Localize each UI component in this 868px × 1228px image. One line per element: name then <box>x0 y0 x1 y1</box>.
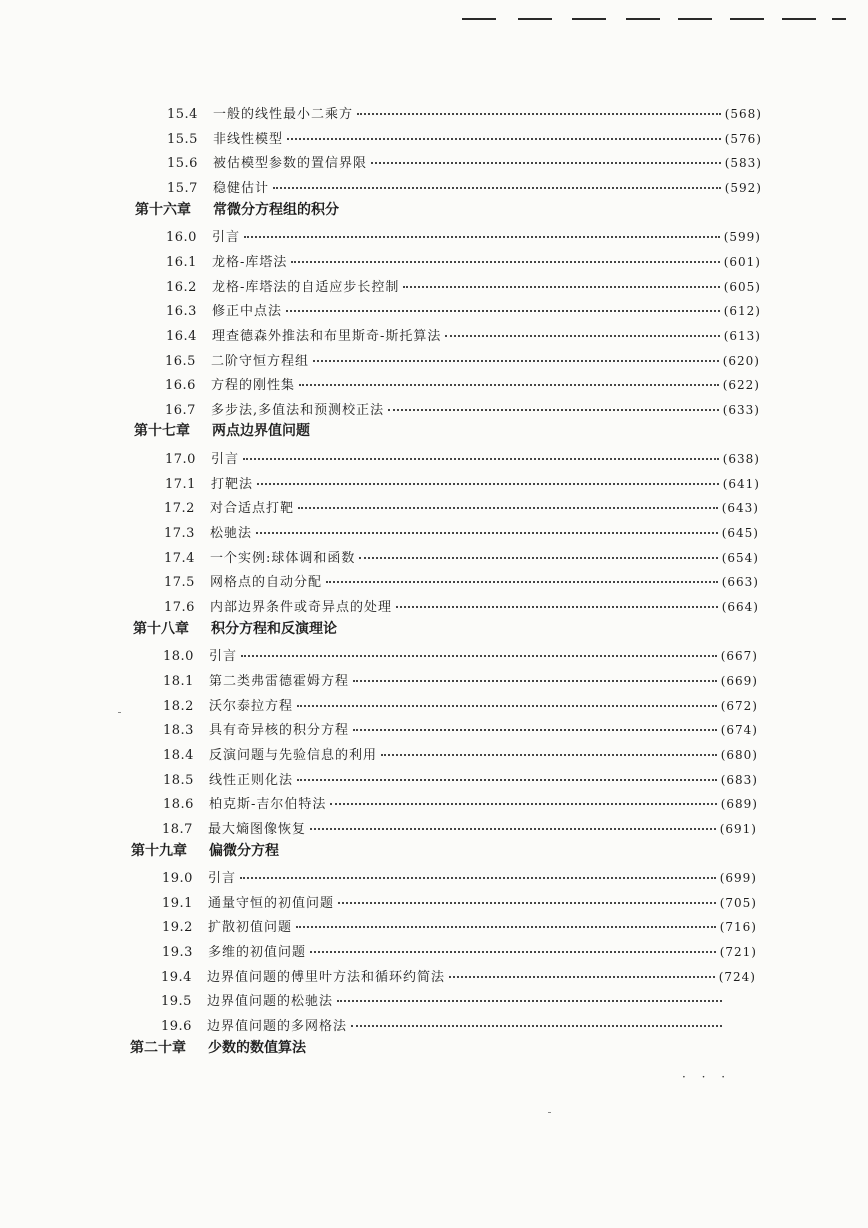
section-number: 15.5 <box>167 132 198 147</box>
page-number: (680) <box>720 748 758 762</box>
toc-entry[interactable] <box>167 127 762 145</box>
chapter-number: 第十六章 <box>135 202 191 218</box>
page-number: (691) <box>719 822 757 836</box>
dot-leader <box>297 765 717 781</box>
dot-leader <box>273 173 721 189</box>
toc-entry[interactable] <box>165 349 760 367</box>
section-title: 通量守恒的初值问题 <box>208 896 335 911</box>
section-title: 龙格-库塔法 <box>212 255 288 270</box>
page-number: (599) <box>723 230 761 244</box>
section-title: 打靶法 <box>211 477 254 492</box>
dot-leader <box>353 715 717 731</box>
toc-entry[interactable] <box>166 225 761 243</box>
chapter-title: 偏微分方程 <box>209 843 279 859</box>
dot-leader <box>337 986 722 1002</box>
dot-leader <box>330 789 716 805</box>
toc-entry[interactable] <box>162 891 757 909</box>
dot-leader <box>243 444 719 460</box>
page-number: (641) <box>722 477 760 491</box>
dot-leader <box>445 321 719 337</box>
toc-entry[interactable] <box>164 496 759 514</box>
section-title: 边界值问题的松驰法 <box>207 994 334 1009</box>
dot-leader <box>313 346 719 362</box>
page-number: (612) <box>723 304 761 318</box>
section-number: 15.7 <box>167 181 198 196</box>
page-number: (601) <box>723 255 761 269</box>
toc-entry[interactable] <box>163 669 758 687</box>
page-number: (568) <box>724 107 762 121</box>
section-title: 二阶守恒方程组 <box>211 354 310 369</box>
section-title: 引言 <box>209 649 238 664</box>
dot-leader <box>299 370 719 386</box>
header-dash <box>678 18 712 20</box>
dot-leader <box>326 567 718 583</box>
header-dash <box>518 18 552 20</box>
toc-entry[interactable] <box>164 521 759 539</box>
section-number: 19.4 <box>161 970 192 985</box>
section-title: 边界值问题的傅里叶方法和循环约简法 <box>207 970 446 985</box>
scan-speck <box>548 1112 551 1113</box>
dot-leader <box>351 1011 722 1027</box>
page-number: (592) <box>724 181 762 195</box>
chapter-heading <box>130 1039 306 1057</box>
page-number: (663) <box>721 575 759 589</box>
dot-leader <box>310 814 716 830</box>
dot-leader <box>240 863 716 879</box>
dot-leader <box>256 518 718 534</box>
toc-entry[interactable] <box>162 915 757 933</box>
dot-leader <box>286 296 720 312</box>
dot-leader <box>396 592 718 608</box>
section-title: 反演问题与先验信息的利用 <box>209 748 378 763</box>
section-number: 16.3 <box>166 304 197 319</box>
section-title: 第二类弗雷德霍姆方程 <box>209 674 350 689</box>
page-number: (705) <box>719 896 757 910</box>
toc-entry[interactable] <box>163 694 758 712</box>
page-number: (667) <box>720 649 758 663</box>
toc-entry[interactable] <box>166 299 761 317</box>
section-number: 19.6 <box>161 1019 192 1034</box>
dot-leader <box>353 666 717 682</box>
page-number: (633) <box>722 403 760 417</box>
page-number: (620) <box>722 354 760 368</box>
section-number: 16.1 <box>166 255 197 270</box>
section-title: 一个实例:球体调和函数 <box>210 551 356 566</box>
section-number: 18.5 <box>163 773 194 788</box>
section-number: 18.2 <box>163 699 194 714</box>
section-number: 16.0 <box>166 230 197 245</box>
page-number: (724) <box>718 970 756 984</box>
section-title: 柏克斯-吉尔伯特法 <box>209 797 327 812</box>
chapter-number: 第二十章 <box>130 1040 186 1056</box>
dot-leader <box>310 937 716 953</box>
chapter-title: 两点边界值问题 <box>212 423 310 439</box>
page-number: (674) <box>720 723 758 737</box>
dot-leader <box>359 543 717 559</box>
section-number: 18.1 <box>163 674 194 689</box>
page-number: (576) <box>724 132 762 146</box>
section-title: 最大熵图像恢复 <box>208 822 307 837</box>
section-number: 17.2 <box>164 501 195 516</box>
chapter-heading <box>131 842 279 860</box>
toc-entry[interactable] <box>161 1014 726 1032</box>
page-number: (721) <box>719 945 757 959</box>
header-dash <box>462 18 496 20</box>
section-title: 理查德森外推法和布里斯奇-斯托算法 <box>212 329 442 344</box>
section-title: 引言 <box>212 230 241 245</box>
page-number: (622) <box>722 378 760 392</box>
dot-leader <box>357 99 721 115</box>
chapter-title: 积分方程和反演理论 <box>211 621 337 637</box>
page-number: (669) <box>720 674 758 688</box>
section-number: 19.1 <box>162 896 193 911</box>
section-number: 16.5 <box>165 354 196 369</box>
chapter-heading <box>133 620 337 638</box>
section-title: 引言 <box>211 452 240 467</box>
section-title: 一般的线性最小二乘方 <box>213 107 354 122</box>
header-dash <box>572 18 606 20</box>
page-number: (699) <box>719 871 757 885</box>
section-title: 线性正则化法 <box>209 773 294 788</box>
section-number: 18.7 <box>162 822 193 837</box>
chapter-title: 常微分方程组的积分 <box>213 202 339 218</box>
dot-leader <box>244 222 720 238</box>
toc-entry[interactable] <box>165 398 760 416</box>
section-number: 17.5 <box>164 575 195 590</box>
page-number: (605) <box>723 280 761 294</box>
dot-leader <box>388 395 719 411</box>
toc-entry[interactable] <box>162 817 757 835</box>
dot-leader <box>298 493 718 509</box>
chapter-number: 第十七章 <box>134 423 190 439</box>
section-number: 17.0 <box>165 452 196 467</box>
section-title: 稳健估计 <box>213 181 270 196</box>
toc-entry[interactable] <box>165 447 760 465</box>
section-title: 边界值问题的多网格法 <box>207 1019 348 1034</box>
toc-entry[interactable] <box>161 965 756 983</box>
page-number: (716) <box>719 920 757 934</box>
toc-entry[interactable] <box>162 940 757 958</box>
toc-entry[interactable] <box>166 275 761 293</box>
toc-entry[interactable] <box>166 250 761 268</box>
scan-speck <box>118 712 121 713</box>
toc-entry[interactable] <box>163 718 758 736</box>
toc-entry[interactable] <box>163 743 758 761</box>
page-number: (664) <box>721 600 759 614</box>
section-number: 17.3 <box>164 526 195 541</box>
page-number: (689) <box>720 797 758 811</box>
chapter-heading <box>135 201 339 219</box>
section-number: 16.4 <box>166 329 197 344</box>
dot-leader <box>287 124 721 140</box>
page-number: (613) <box>723 329 761 343</box>
section-title: 松驰法 <box>210 526 253 541</box>
toc-entry[interactable] <box>167 176 762 194</box>
section-number: 16.7 <box>165 403 196 418</box>
section-title: 引言 <box>208 871 237 886</box>
section-title: 网格点的自动分配 <box>210 575 323 590</box>
toc-entry[interactable] <box>164 570 759 588</box>
section-number: 16.6 <box>165 378 196 393</box>
toc-entry[interactable] <box>166 324 761 342</box>
page-number: (683) <box>720 773 758 787</box>
page-footer-mark: · · · <box>682 1070 732 1084</box>
page-number: (583) <box>724 156 762 170</box>
section-title: 非线性模型 <box>213 132 284 147</box>
section-title: 多维的初值问题 <box>208 945 307 960</box>
section-number: 18.0 <box>163 649 194 664</box>
header-dash <box>782 18 816 20</box>
header-dash <box>832 18 846 20</box>
dot-leader <box>449 962 715 978</box>
toc-entry[interactable] <box>163 792 758 810</box>
section-number: 19.3 <box>162 945 193 960</box>
chapter-title: 少数的数值算法 <box>208 1040 306 1056</box>
section-number: 17.6 <box>164 600 195 615</box>
section-number: 15.6 <box>167 156 198 171</box>
section-number: 16.2 <box>166 280 197 295</box>
page-number: (645) <box>721 526 759 540</box>
toc-entry[interactable] <box>167 151 762 169</box>
section-title: 方程的刚性集 <box>211 378 296 393</box>
chapter-heading <box>134 422 310 440</box>
section-title: 内部边界条件或奇异点的处理 <box>210 600 393 615</box>
toc-entry[interactable] <box>163 768 758 786</box>
chapter-number: 第十八章 <box>133 621 189 637</box>
toc-entry[interactable] <box>161 989 726 1007</box>
toc-entry[interactable] <box>167 102 762 120</box>
section-number: 19.2 <box>162 920 193 935</box>
toc-entry[interactable] <box>165 472 760 490</box>
dot-leader <box>403 272 719 288</box>
header-dash <box>730 18 764 20</box>
page-number: (643) <box>721 501 759 515</box>
section-title: 修正中点法 <box>212 304 283 319</box>
toc-entry[interactable] <box>164 546 759 564</box>
toc-entry[interactable] <box>162 866 757 884</box>
section-title: 龙格-库塔法的自适应步长控制 <box>212 280 400 295</box>
header-rule <box>462 18 862 22</box>
section-number: 18.4 <box>163 748 194 763</box>
section-number: 18.6 <box>163 797 194 812</box>
section-number: 19.5 <box>161 994 192 1009</box>
header-dash <box>626 18 660 20</box>
section-title: 扩散初值问题 <box>208 920 293 935</box>
dot-leader <box>257 469 719 485</box>
dot-leader <box>297 691 717 707</box>
page-number: (654) <box>721 551 759 565</box>
toc-entry[interactable] <box>164 595 759 613</box>
dot-leader <box>291 247 719 263</box>
section-number: 17.4 <box>164 551 195 566</box>
section-title: 沃尔泰拉方程 <box>209 699 294 714</box>
section-title: 多步法,多值法和预测校正法 <box>211 403 385 418</box>
dot-leader <box>296 912 716 928</box>
dot-leader <box>371 148 721 164</box>
section-number: 19.0 <box>162 871 193 886</box>
section-number: 17.1 <box>165 477 196 492</box>
section-number: 18.3 <box>163 723 194 738</box>
page-number: (638) <box>722 452 760 466</box>
toc-entry[interactable] <box>163 644 758 662</box>
section-title: 对合适点打靶 <box>210 501 295 516</box>
dot-leader <box>241 641 717 657</box>
section-number: 15.4 <box>167 107 198 122</box>
chapter-number: 第十九章 <box>131 843 187 859</box>
section-title: 被估模型参数的置信界限 <box>213 156 368 171</box>
page-number: (672) <box>720 699 758 713</box>
section-title: 具有奇异核的积分方程 <box>209 723 350 738</box>
dot-leader <box>338 888 716 904</box>
toc-entry[interactable] <box>165 373 760 391</box>
dot-leader <box>381 740 717 756</box>
